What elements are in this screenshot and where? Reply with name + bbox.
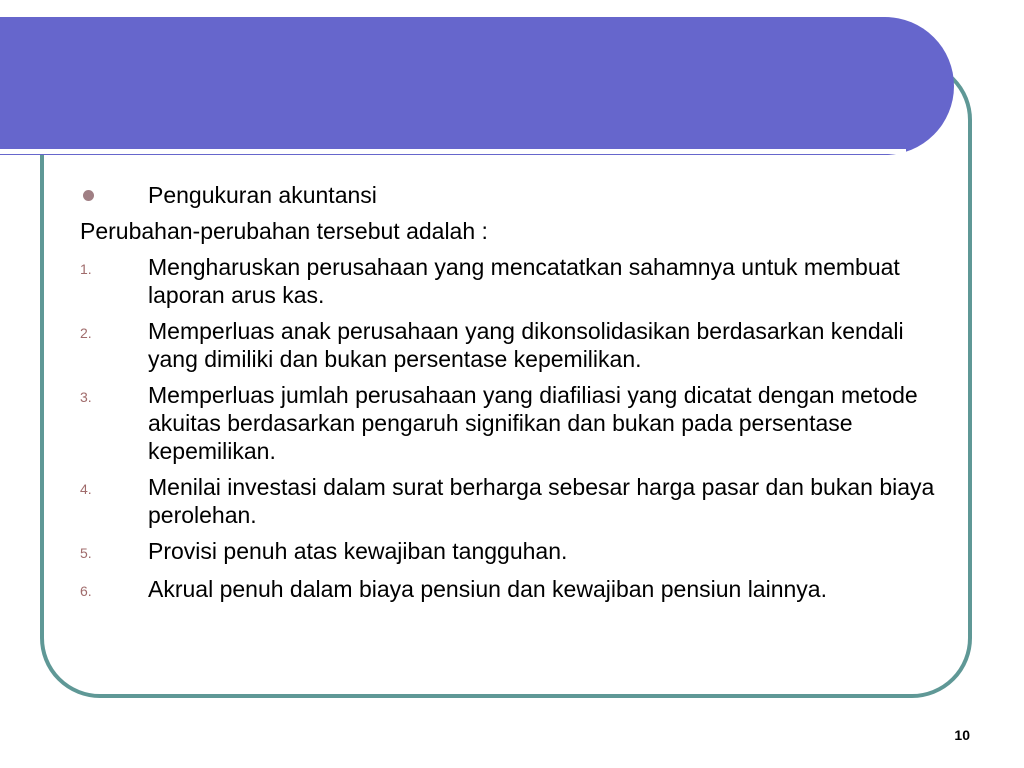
list-item-2: [80, 317, 940, 373]
list-text: Akrual penuh dalam biaya pensiun dan kewajiban pensiun lainnya.: [148, 576, 827, 602]
list-item-4: [80, 473, 940, 529]
list-text: Memperluas jumlah perusahaan yang diafiliasi yang dicatat dengan metode akuitas berdasarkan pengaruh signifikan dan bukan pada persentase kepemilikan.: [148, 382, 918, 464]
bullet-dot-icon: [83, 190, 94, 201]
list-number: 1.: [80, 261, 92, 277]
list-number: 4.: [80, 481, 92, 497]
list-item-6: [80, 575, 940, 605]
list-item-1: [80, 253, 940, 309]
bullet-text: Pengukuran akuntansi: [148, 182, 377, 208]
title-bar: [0, 17, 954, 155]
list-number: 5.: [80, 545, 92, 561]
slide-content: [80, 181, 940, 613]
intro-text: Perubahan-perubahan tersebut adalah :: [80, 218, 488, 244]
list-text: Provisi penuh atas kewajiban tangguhan.: [148, 538, 568, 564]
list-item-3: [80, 381, 940, 465]
list-number: 2.: [80, 325, 92, 341]
list-number: 6.: [80, 583, 92, 599]
bullet-item: [80, 181, 940, 209]
list-text: Memperluas anak perusahaan yang dikonsolidasikan berdasarkan kendali yang dimiliki dan bukan persentase kepemilikan.: [148, 318, 904, 372]
page-number: 10: [954, 727, 970, 743]
title-underline: [0, 149, 906, 154]
list-item-5: [80, 537, 940, 567]
list-text: Menilai investasi dalam surat berharga sebesar harga pasar dan bukan biaya perolehan.: [148, 474, 935, 528]
list-number: 3.: [80, 389, 92, 405]
list-text: Mengharuskan perusahaan yang mencatatkan sahamnya untuk membuat laporan arus kas.: [148, 254, 900, 308]
